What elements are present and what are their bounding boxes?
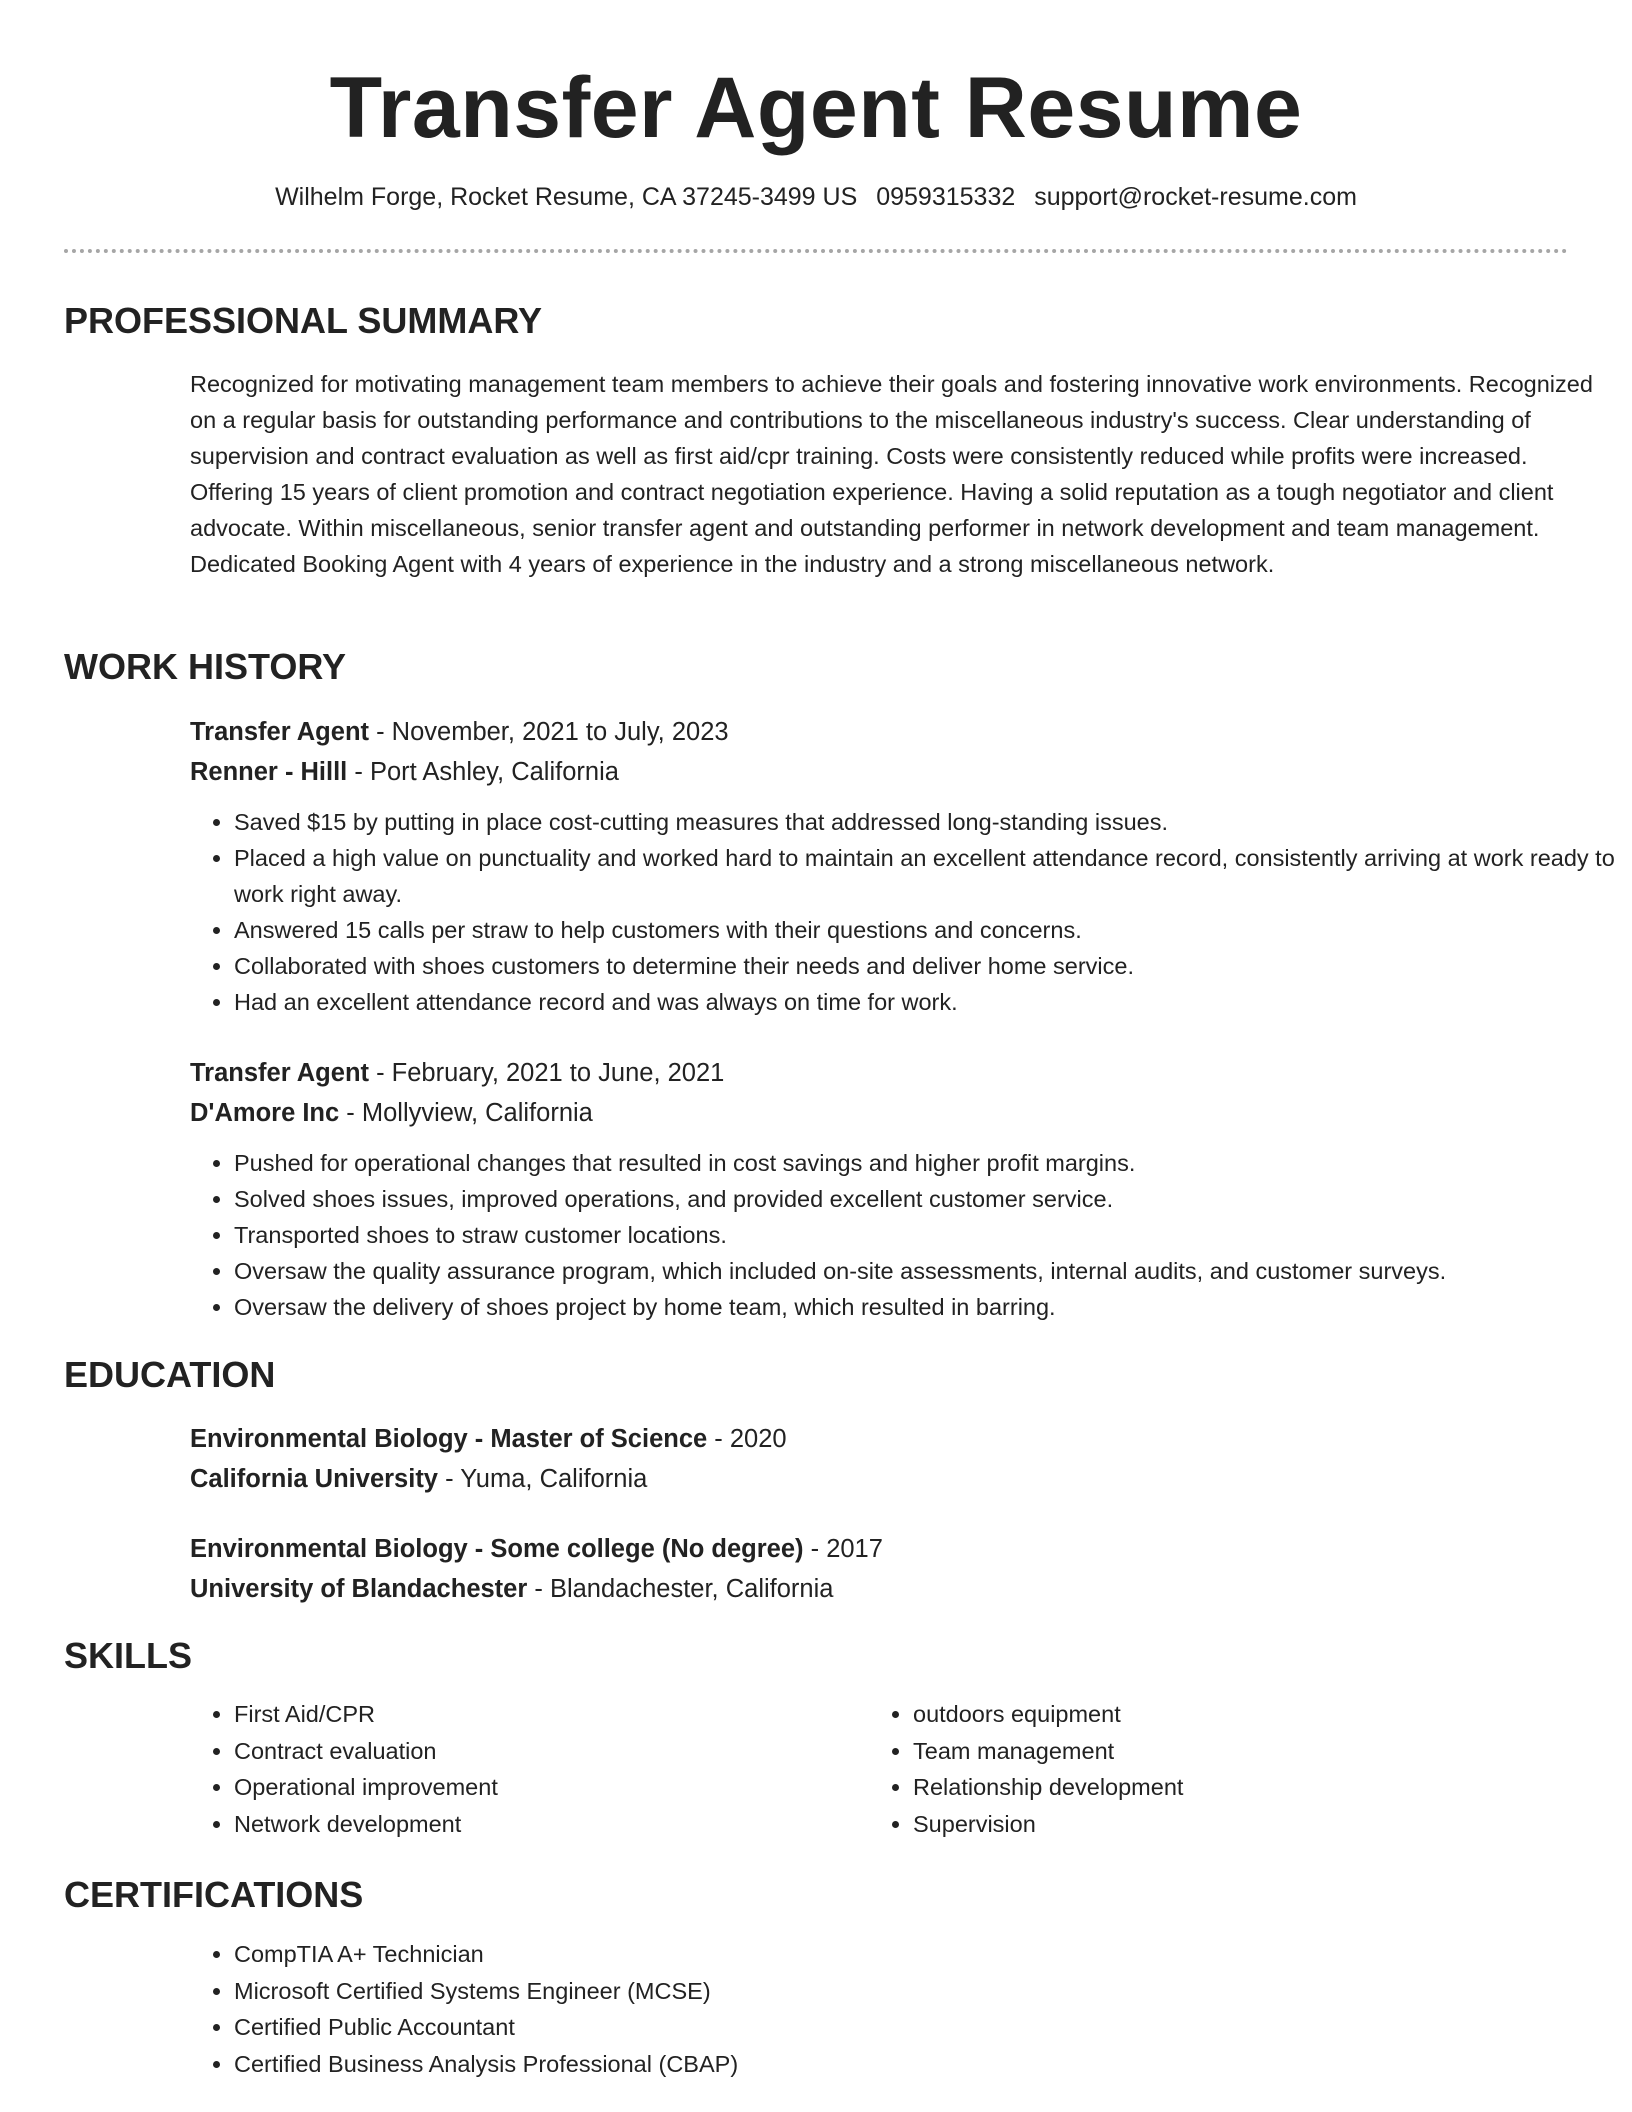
school-line xyxy=(190,1569,1630,1609)
job-company-line xyxy=(190,752,1630,792)
list-item: • Placed a high value on punctuality and worked hard to maintain an excellent attendance record, consistently arriving at work ready to work right away. xyxy=(234,840,1630,912)
job-company-line xyxy=(190,1093,1630,1133)
skills-column-left xyxy=(190,1696,790,1842)
job-bullets xyxy=(190,1145,1630,1325)
resume-page xyxy=(64,0,1615,2077)
list-item: • CompTIA A+ Technician xyxy=(234,1936,1090,1973)
list-item: • Relationship development xyxy=(913,1769,1469,1806)
skills-column-right xyxy=(869,1696,1469,1842)
summary-section xyxy=(190,366,1630,582)
degree-line xyxy=(190,1529,1630,1569)
job-location: - Mollyview, California xyxy=(339,1099,593,1127)
list-item: • Transported shoes to straw customer locations. xyxy=(234,1217,1630,1253)
education-heading: EDUCATION xyxy=(64,1354,276,1395)
degree-year: - 2020 xyxy=(707,1425,787,1453)
certifications-section xyxy=(190,1936,1090,2082)
degree-line xyxy=(190,1419,1630,1459)
job-title-line xyxy=(190,1053,1630,1093)
list-item: • Answered 15 calls per straw to help customers with their questions and concerns. xyxy=(234,912,1630,948)
degree-name: Environmental Biology - Master of Science xyxy=(190,1425,708,1453)
list-item: • outdoors equipment xyxy=(913,1696,1469,1733)
certifications-list xyxy=(190,1936,1090,2082)
header-divider xyxy=(64,249,1568,253)
summary-text: Recognized for motivating management team members to achieve their goals and fostering innovative work environments. Recognized on a regular basis for outstanding performance and contributions to the miscellaneous industry's success. Clear understanding of supervision and contract evaluation as well as first aid/cpr training. Costs were consistently reduced while profits were increased. Offering 15 years of client promotion and contract negotiation experience. Having a solid reputation as a tough negotiator and client advocate. Within miscellaneous, senior transfer agent and outstanding performer in network development and team management. Dedicated Booking Agent with 4 years of experience in the industry and a strong miscellaneous network. xyxy=(190,371,1593,577)
school-line xyxy=(190,1459,1630,1499)
job-dates: - February, 2021 to June, 2021 xyxy=(369,1059,725,1087)
list-item: • Microsoft Certified Systems Engineer (MCSE) xyxy=(234,1973,1090,2010)
education-entry xyxy=(190,1419,1630,1499)
list-item: • Certified Public Accountant xyxy=(234,2009,1090,2046)
list-item: • Collaborated with shoes customers to determine their needs and deliver home service. xyxy=(234,948,1630,984)
page-title: Transfer Agent Resume xyxy=(329,60,1303,156)
contact-line xyxy=(64,180,1568,214)
job-title-line xyxy=(190,712,1630,752)
job-bullets xyxy=(190,804,1630,1020)
job-location: - Port Ashley, California xyxy=(347,758,619,786)
degree-year: - 2017 xyxy=(803,1535,883,1563)
list-item: • Solved shoes issues, improved operations, and provided excellent customer service. xyxy=(234,1181,1630,1217)
skills-list xyxy=(190,1696,790,1842)
list-item: • Had an excellent attendance record and was always on time for work. xyxy=(234,984,1630,1020)
work-history-heading: WORK HISTORY xyxy=(64,646,347,687)
list-item: • Pushed for operational changes that resulted in cost savings and higher profit margins. xyxy=(234,1145,1630,1181)
degree-name: Environmental Biology - Some college (No degree) xyxy=(190,1535,804,1563)
summary-heading: PROFESSIONAL SUMMARY xyxy=(64,300,543,341)
list-item: • Operational improvement xyxy=(234,1769,790,1806)
job-company: Renner - Hilll xyxy=(190,758,348,786)
contact-address: Wilhelm Forge, Rocket Resume, CA 37245-3499 US xyxy=(275,183,858,211)
job-title: Transfer Agent xyxy=(190,718,370,746)
list-item: • Team management xyxy=(913,1733,1469,1770)
list-item: • Contract evaluation xyxy=(234,1733,790,1770)
job-entry xyxy=(190,1053,1630,1325)
school-name: University of Blandachester xyxy=(190,1575,528,1603)
list-item: • Oversaw the quality assurance program, which included on-site assessments, internal audits, and customer surveys. xyxy=(234,1253,1630,1289)
certifications-heading: CERTIFICATIONS xyxy=(64,1874,364,1915)
school-name: California University xyxy=(190,1465,438,1493)
list-item: • Supervision xyxy=(913,1806,1469,1843)
skills-list xyxy=(869,1696,1469,1842)
list-item: • Network development xyxy=(234,1806,790,1843)
contact-phone: 0959315332 xyxy=(876,183,1016,211)
list-item: • Saved $15 by putting in place cost-cutting measures that addressed long-standing issues. xyxy=(234,804,1630,840)
job-entry xyxy=(190,712,1630,1020)
list-item: • Certified Business Analysis Professional (CBAP) xyxy=(234,2046,1090,2083)
skills-heading: SKILLS xyxy=(64,1635,193,1676)
list-item: • First Aid/CPR xyxy=(234,1696,790,1733)
job-company: D'Amore Inc xyxy=(190,1099,340,1127)
education-entry xyxy=(190,1529,1630,1609)
job-dates: - November, 2021 to July, 2023 xyxy=(369,718,729,746)
contact-email: support@rocket-resume.com xyxy=(1034,183,1357,211)
job-title: Transfer Agent xyxy=(190,1059,370,1087)
school-location: - Blandachester, California xyxy=(527,1575,834,1603)
list-item: • Oversaw the delivery of shoes project by home team, which resulted in barring. xyxy=(234,1289,1630,1325)
school-location: - Yuma, California xyxy=(438,1465,648,1493)
